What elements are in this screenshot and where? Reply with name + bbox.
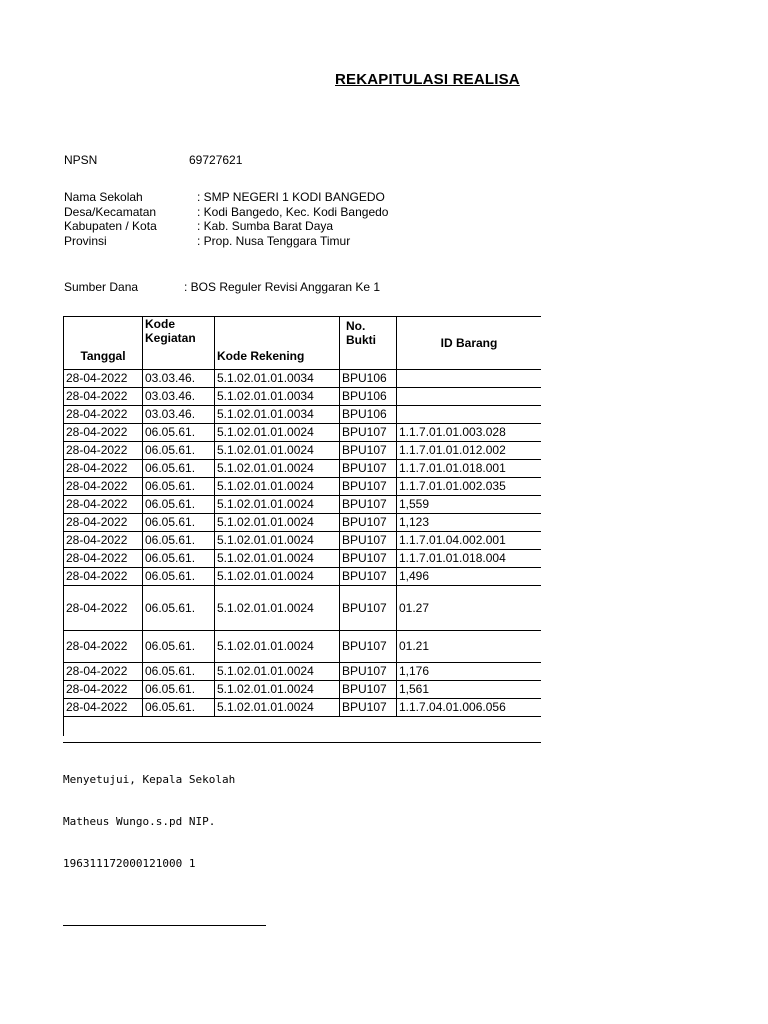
cell-tanggal: 28-04-2022 [64,388,143,406]
header-no-bukti-line1: No. [346,319,366,333]
blank-cell [340,717,397,737]
cell-tanggal: 28-04-2022 [64,496,143,514]
cell-kode-rekening: 5.1.02.01.01.0024 [215,663,340,681]
cell-kode-rekening: 5.1.02.01.01.0034 [215,406,340,424]
cell-tanggal: 28-04-2022 [64,586,143,631]
cell-kode-kegiatan: 06.05.61. [143,631,215,663]
funding-value: : BOS Reguler Revisi Anggaran Ke 1 [184,280,381,294]
cell-id-barang: 1.1.7.01.01.003.028 [397,424,542,442]
table-row [64,663,542,681]
cell-kode-rekening: 5.1.02.01.01.0024 [215,478,340,496]
table-row [64,406,542,424]
table-row [64,424,542,442]
cell-tanggal: 28-04-2022 [64,681,143,699]
cell-id-barang: 1.1.7.01.01.002.035 [397,478,542,496]
cell-kode-rekening: 5.1.02.01.01.0024 [215,586,340,631]
cell-no-bukti: BPU106 [340,370,397,388]
cell-kode-rekening: 5.1.02.01.01.0034 [215,370,340,388]
school-name-value: : SMP NEGERI 1 KODI BANGEDO [197,190,385,204]
table-row [64,631,542,663]
cell-tanggal: 28-04-2022 [64,406,143,424]
signature-line [63,925,266,926]
cell-kode-rekening: 5.1.02.01.01.0024 [215,550,340,568]
cell-kode-kegiatan: 06.05.61. [143,663,215,681]
cell-kode-rekening: 5.1.02.01.01.0024 [215,496,340,514]
cell-kode-kegiatan: 06.05.61. [143,496,215,514]
table-row [64,532,542,550]
cell-no-bukti: BPU107 [340,514,397,532]
regency-row [64,219,534,234]
cell-kode-rekening: 5.1.02.01.01.0024 [215,681,340,699]
npsn-label: NPSN [64,153,98,167]
cell-no-bukti: BPU106 [340,388,397,406]
table-row [64,550,542,568]
province-value: : Prop. Nusa Tenggara Timur [197,234,351,248]
table-blank-row [64,717,542,737]
cell-kode-rekening: 5.1.02.01.01.0024 [215,460,340,478]
cell-id-barang: 1,496 [397,568,542,586]
cell-kode-rekening: 5.1.02.01.01.0024 [215,699,340,717]
npsn-value: 69727621 [189,153,243,167]
table-row [64,681,542,699]
school-name-row [64,190,534,205]
cell-id-barang: 1.1.7.04.01.006.056 [397,699,542,717]
header-tanggal: Tanggal [64,317,143,370]
cell-tanggal: 28-04-2022 [64,699,143,717]
table-row [64,496,542,514]
cell-kode-kegiatan: 03.03.46. [143,370,215,388]
cell-id-barang: 1.1.7.01.01.018.001 [397,460,542,478]
funding-row [64,280,534,295]
cell-no-bukti: BPU107 [340,663,397,681]
blank-cell [215,717,340,737]
cell-kode-kegiatan: 03.03.46. [143,406,215,424]
cell-kode-kegiatan: 06.05.61. [143,699,215,717]
table-row [64,370,542,388]
cell-kode-kegiatan: 06.05.61. [143,586,215,631]
table-row [64,699,542,717]
cell-no-bukti: BPU107 [340,424,397,442]
cell-id-barang: 1.1.7.01.01.012.002 [397,442,542,460]
cell-kode-rekening: 5.1.02.01.01.0024 [215,442,340,460]
header-kode-kegiatan-line1: Kode [145,317,175,331]
cell-id-barang [397,406,542,424]
npsn-row [64,153,504,168]
cell-kode-kegiatan: 06.05.61. [143,424,215,442]
cell-tanggal: 28-04-2022 [64,532,143,550]
table-row [64,568,542,586]
cell-no-bukti: BPU107 [340,550,397,568]
table-row [64,478,542,496]
approval-block [63,745,235,899]
table-row [64,514,542,532]
header-id-barang: ID Barang [397,317,542,370]
table-row [64,586,542,631]
cell-no-bukti: BPU107 [340,532,397,550]
cell-no-bukti: BPU107 [340,460,397,478]
cell-id-barang: 1,561 [397,681,542,699]
approval-signatory: Matheus Wungo.s.pd NIP. [63,815,216,828]
cell-no-bukti: BPU107 [340,699,397,717]
realization-table [63,316,541,736]
cell-kode-kegiatan: 06.05.61. [143,681,215,699]
cell-tanggal: 28-04-2022 [64,568,143,586]
cell-tanggal: 28-04-2022 [64,550,143,568]
header-no-bukti [340,317,397,370]
cell-kode-kegiatan: 06.05.61. [143,442,215,460]
cell-no-bukti: BPU107 [340,631,397,663]
table-row [64,388,542,406]
regency-label: Kabupaten / Kota [64,219,157,233]
cell-kode-kegiatan: 06.05.61. [143,478,215,496]
cell-id-barang: 1.1.7.01.04.002.001 [397,532,542,550]
cell-id-barang: 01.27 [397,586,542,631]
header-kode-kegiatan-line2: Kegiatan [145,331,196,345]
cell-tanggal: 28-04-2022 [64,478,143,496]
funding-label: Sumber Dana [64,280,139,294]
cell-kode-rekening: 5.1.02.01.01.0034 [215,388,340,406]
cell-id-barang: 1,559 [397,496,542,514]
cell-kode-rekening: 5.1.02.01.01.0024 [215,568,340,586]
cell-no-bukti: BPU107 [340,478,397,496]
cell-kode-rekening: 5.1.02.01.01.0024 [215,631,340,663]
table-row [64,460,542,478]
cell-id-barang [397,370,542,388]
cell-id-barang [397,388,542,406]
blank-cell [397,717,542,737]
district-value: : Kodi Bangedo, Kec. Kodi Bangedo [197,205,389,219]
header-kode-rekening: Kode Rekening [215,317,340,370]
cell-kode-kegiatan: 06.05.61. [143,550,215,568]
cell-no-bukti: BPU107 [340,586,397,631]
table-bottom-rule [63,742,541,743]
cell-no-bukti: BPU107 [340,496,397,514]
cell-kode-kegiatan: 06.05.61. [143,568,215,586]
cell-kode-rekening: 5.1.02.01.01.0024 [215,514,340,532]
cell-kode-kegiatan: 06.05.61. [143,460,215,478]
province-label: Provinsi [64,234,107,248]
cell-kode-rekening: 5.1.02.01.01.0024 [215,532,340,550]
cell-no-bukti: BPU107 [340,568,397,586]
document-title: REKAPITULASI REALISA [335,71,520,88]
cell-id-barang: 1,123 [397,514,542,532]
province-row [64,234,534,249]
table-row [64,442,542,460]
cell-id-barang: 01.21 [397,631,542,663]
cell-kode-kegiatan: 06.05.61. [143,514,215,532]
cell-no-bukti: BPU107 [340,442,397,460]
cell-tanggal: 28-04-2022 [64,663,143,681]
blank-cell [143,717,215,737]
school-name-label: Nama Sekolah [64,190,143,204]
district-row [64,205,534,220]
table-header-row [64,317,542,370]
cell-tanggal: 28-04-2022 [64,442,143,460]
blank-cell [64,717,143,737]
regency-value: : Kab. Sumba Barat Daya [197,219,334,233]
district-label: Desa/Kecamatan [64,205,157,219]
cell-no-bukti: BPU107 [340,681,397,699]
cell-tanggal: 28-04-2022 [64,424,143,442]
cell-kode-kegiatan: 03.03.46. [143,388,215,406]
header-no-bukti-line2: Bukti [346,333,376,347]
cell-no-bukti: BPU106 [340,406,397,424]
cell-tanggal: 28-04-2022 [64,631,143,663]
cell-tanggal: 28-04-2022 [64,460,143,478]
header-kode-kegiatan [143,317,215,370]
cell-tanggal: 28-04-2022 [64,370,143,388]
cell-kode-rekening: 5.1.02.01.01.0024 [215,424,340,442]
approval-nip: 196311172000121000 1 [63,857,196,870]
cell-kode-kegiatan: 06.05.61. [143,532,215,550]
approval-title: Menyetujui, Kepala Sekolah [63,773,236,786]
cell-id-barang: 1.1.7.01.01.018.004 [397,550,542,568]
cell-id-barang: 1,176 [397,663,542,681]
cell-tanggal: 28-04-2022 [64,514,143,532]
